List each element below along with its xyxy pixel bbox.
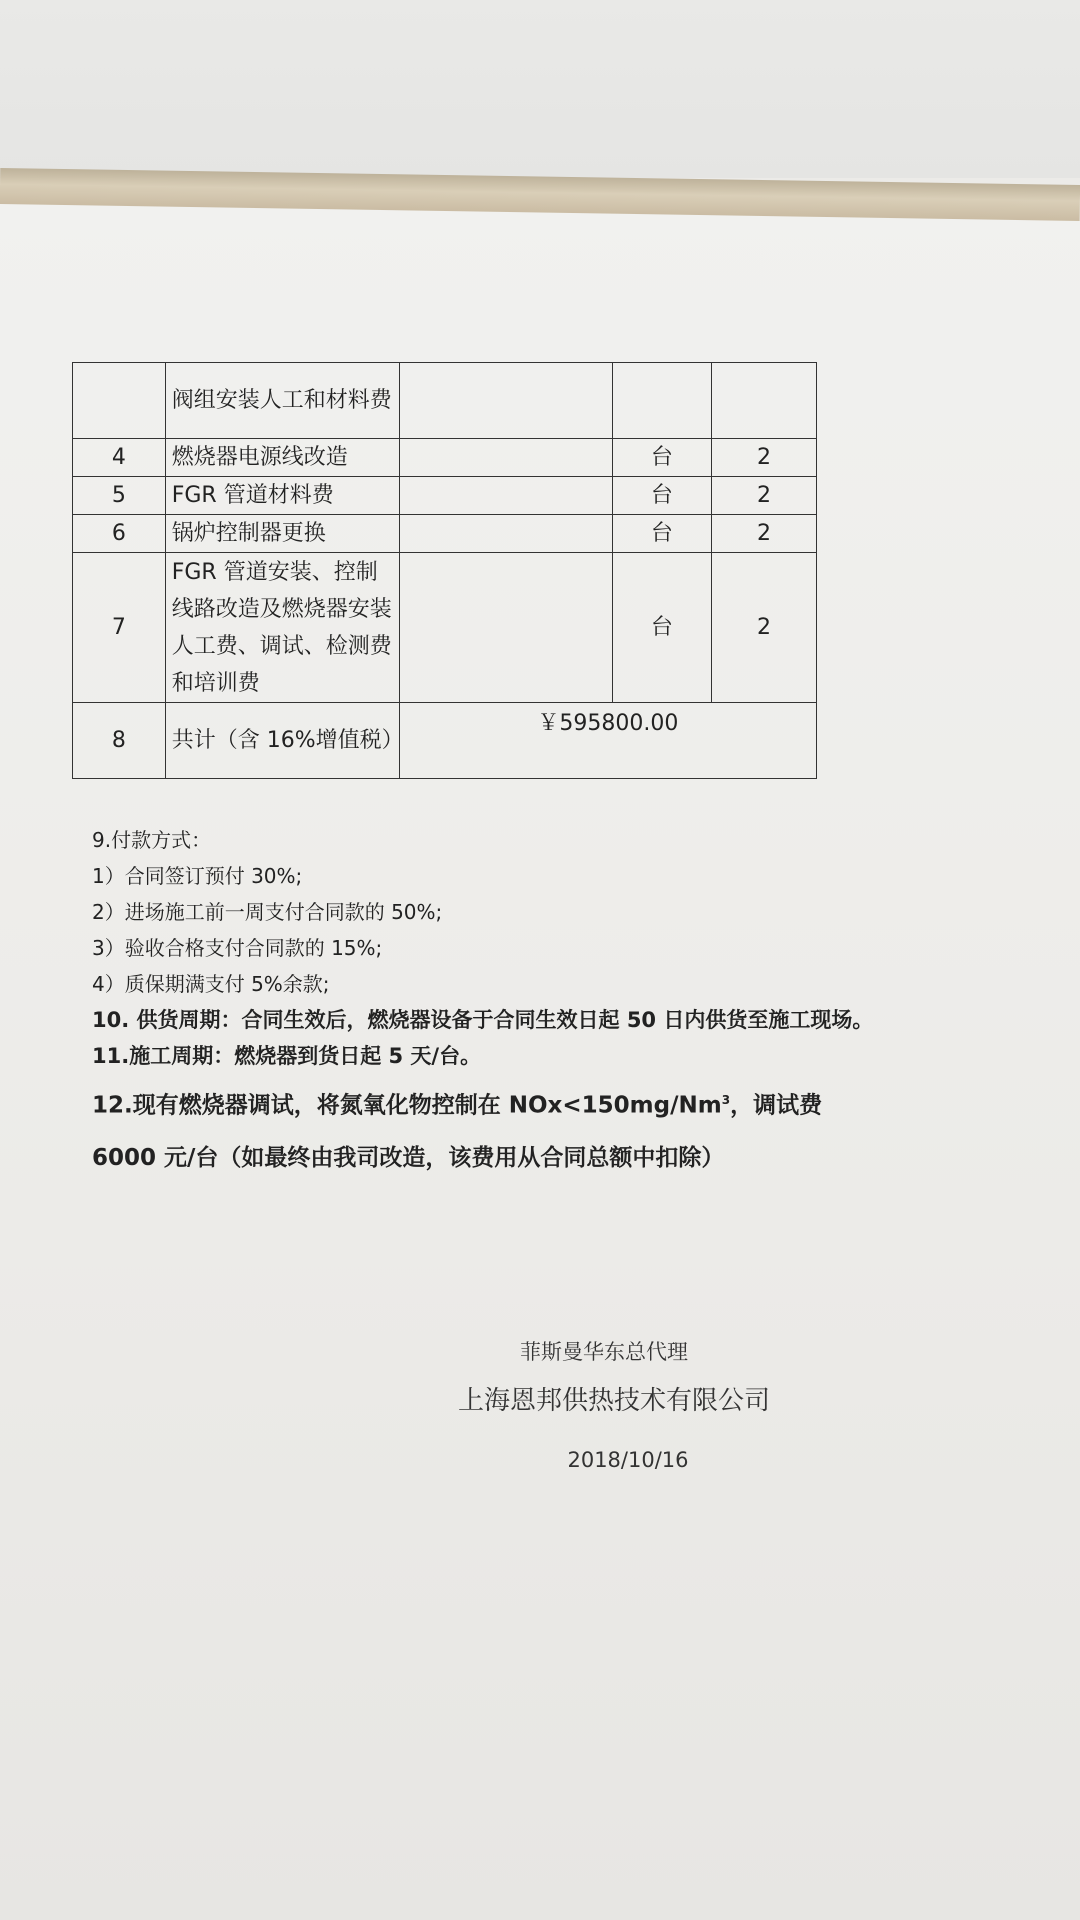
debug-term-line1 — [92, 1074, 952, 1132]
table-row-total — [73, 703, 817, 779]
empty-cell — [399, 477, 612, 515]
row-number: 5 — [73, 477, 166, 515]
row-number: 6 — [73, 515, 166, 553]
delivery-term: 10. 供货周期：合同生效后，燃烧器设备于合同生效日起 50 日内供货至施工现场。 — [92, 1008, 874, 1032]
quote-table — [72, 362, 817, 779]
unit-cell: 台 — [612, 553, 711, 703]
quantity-cell — [712, 363, 817, 439]
unit-cell: 台 — [612, 515, 711, 553]
unit-cell — [612, 363, 711, 439]
total-label: 共计（含 16%增值税） — [165, 703, 399, 779]
payment-item: 3）验收合格支付合同款的 15%; — [92, 936, 383, 960]
unit-cell: 台 — [612, 477, 711, 515]
table-row — [73, 363, 817, 439]
quantity-cell: 2 — [712, 477, 817, 515]
item-name: 阀组安装人工和材料费 — [165, 363, 399, 439]
item-name: 燃烧器电源线改造 — [165, 439, 399, 477]
payment-item: 1）合同签订预付 30%; — [92, 864, 303, 888]
unit-cell: 台 — [612, 439, 711, 477]
quantity-cell: 2 — [712, 439, 817, 477]
payment-item: 4）质保期满支付 5%余款; — [92, 972, 330, 996]
table-row — [73, 439, 817, 477]
row-number: 7 — [73, 553, 166, 703]
debug-term-line2: 6000 元/台（如最终由我司改造，该费用从合同总额中扣除） — [92, 1144, 725, 1171]
item-name: FGR 管道安装、控制线路改造及燃烧器安装人工费、调试、检测费和培训费 — [165, 553, 399, 703]
construction-term: 11.施工周期：燃烧器到货日起 5 天/台。 — [92, 1044, 482, 1068]
superscript: 3 — [721, 1093, 731, 1107]
table-row — [73, 553, 817, 703]
table-row — [73, 515, 817, 553]
empty-cell — [399, 439, 612, 477]
agent-name: 菲斯曼华东总代理 — [520, 1340, 688, 1364]
empty-cell — [399, 515, 612, 553]
document-date: 2018/10/16 — [567, 1448, 689, 1472]
quantity-cell: 2 — [712, 553, 817, 703]
top-paper-edge — [0, 0, 1080, 178]
item-name: 锅炉控制器更换 — [165, 515, 399, 553]
row-number: 4 — [73, 439, 166, 477]
debug-term-text: ，调试费 — [730, 1092, 823, 1119]
payment-item: 2）进场施工前一周支付合同款的 50%; — [92, 900, 443, 924]
empty-cell — [399, 363, 612, 439]
company-name: 上海恩邦供热技术有限公司 — [457, 1386, 770, 1416]
empty-cell — [399, 553, 612, 703]
row-number — [73, 363, 166, 439]
quantity-cell: 2 — [712, 515, 817, 553]
table-row — [73, 477, 817, 515]
total-price: ￥595800.00 — [399, 703, 816, 779]
debug-term-text: 12.现有燃烧器调试，将氮氧化物控制在 NOx<150mg/Nm — [92, 1092, 722, 1119]
payment-title: 9.付款方式： — [92, 828, 212, 852]
row-number: 8 — [73, 703, 166, 779]
item-name: FGR 管道材料费 — [165, 477, 399, 515]
contract-terms — [92, 822, 952, 1184]
